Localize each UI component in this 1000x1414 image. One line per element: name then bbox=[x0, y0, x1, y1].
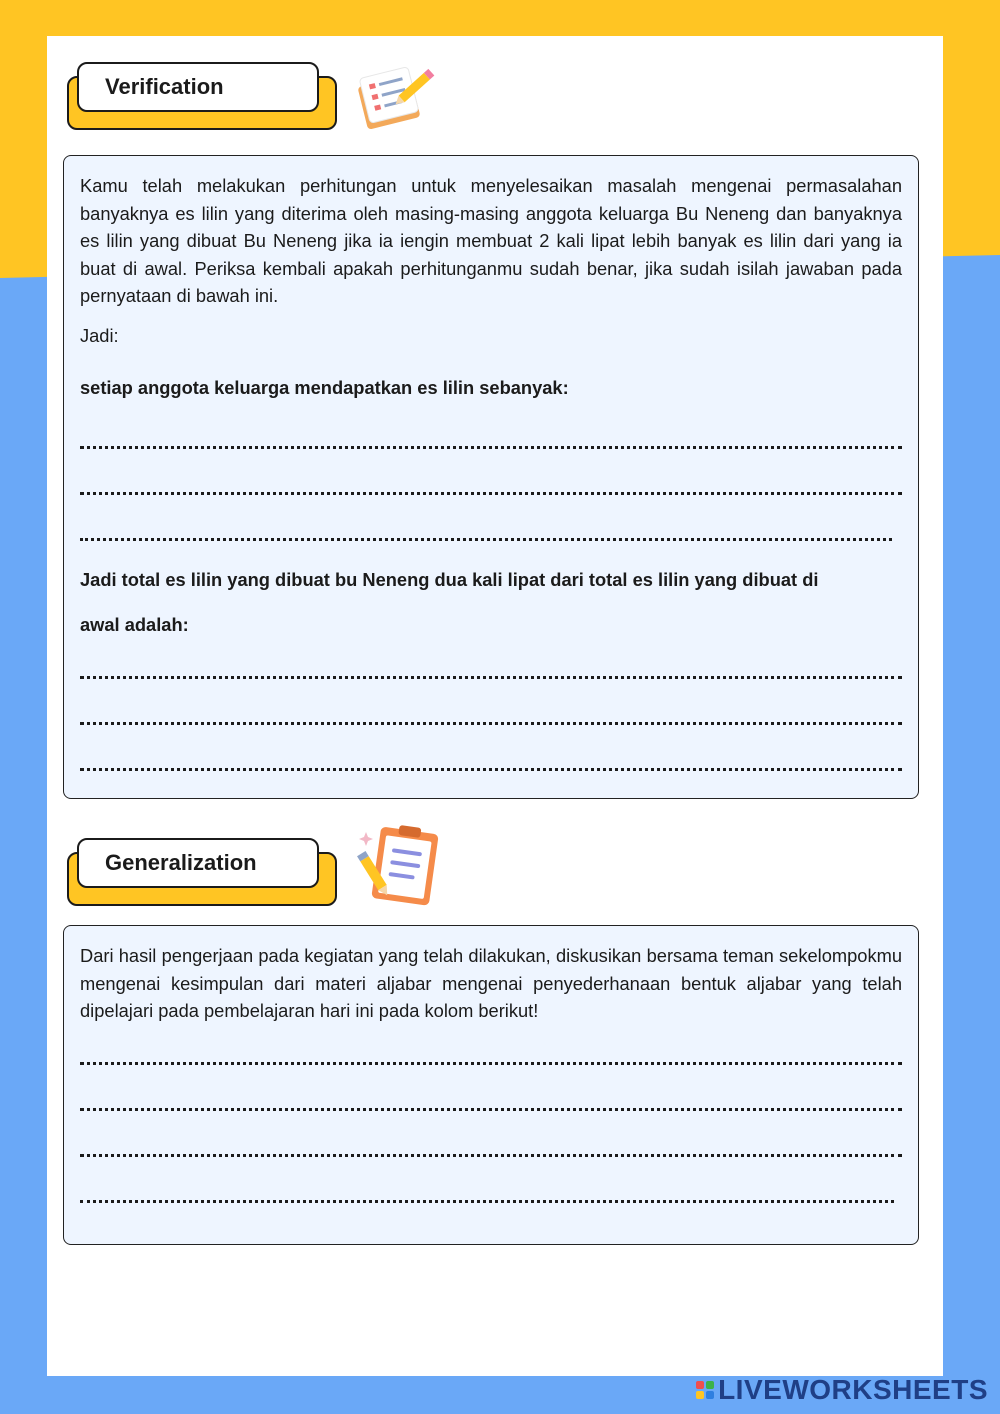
answer-line[interactable] bbox=[80, 531, 892, 541]
answer-line[interactable] bbox=[80, 439, 902, 449]
answer-line[interactable] bbox=[80, 1101, 902, 1111]
jadi-label: Jadi: bbox=[80, 324, 119, 346]
answer-line[interactable] bbox=[80, 761, 902, 771]
question-per-member: setiap anggota keluarga mendapatkan es lilin sebanyak: bbox=[80, 376, 569, 398]
verification-intro: Kamu telah melakukan perhitungan untuk menyelesaikan masalah mengenai permasalahan banyaknya es lilin yang diterima oleh masing-masing anggota keluarga Bu Neneng dan banyaknya es lilin yang dibuat Bu Neneng jika ia iengin membuat 2 kali lipat lebih banyak es lilin dari yang ia buat di awal. Periksa kembali apakah perhitunganmu sudah benar, jika sudah isilah jawaban pada pernyataan di bawah ini. bbox=[80, 175, 902, 306]
generalization-box bbox=[63, 925, 919, 1245]
checklist-pencil-icon bbox=[356, 58, 444, 130]
liveworksheets-logo-icon bbox=[696, 1381, 714, 1399]
verification-box bbox=[63, 155, 919, 799]
answer-line[interactable] bbox=[80, 485, 902, 495]
answer-line[interactable] bbox=[80, 1193, 894, 1203]
answer-line[interactable] bbox=[80, 1147, 902, 1157]
question-total-line2: awal adalah: bbox=[80, 613, 189, 635]
answer-line[interactable] bbox=[80, 1055, 902, 1065]
verification-title: Verification bbox=[77, 62, 319, 112]
answer-line[interactable] bbox=[80, 669, 902, 679]
liveworksheets-brand[interactable] bbox=[696, 1374, 988, 1406]
verification-label bbox=[67, 62, 337, 132]
clipboard-pencil-icon bbox=[354, 824, 444, 908]
brand-name: LIVEWORKSHEETS bbox=[718, 1374, 988, 1405]
generalization-intro: Dari hasil pengerjaan pada kegiatan yang telah dilakukan, diskusikan bersama teman sekelompokmu mengenai kesimpulan dari materi aljabar mengenai penyederhanaan bentuk aljabar yang telah dipelajari pada pembelajaran hari ini pada kolom berikut! bbox=[80, 945, 902, 1021]
question-total-line1: Jadi total es lilin yang dibuat bu Neneng dua kali lipat dari total es lilin yang dibuat di bbox=[80, 568, 819, 590]
generalization-title: Generalization bbox=[77, 838, 319, 888]
answer-line[interactable] bbox=[80, 715, 902, 725]
generalization-label bbox=[67, 838, 337, 908]
